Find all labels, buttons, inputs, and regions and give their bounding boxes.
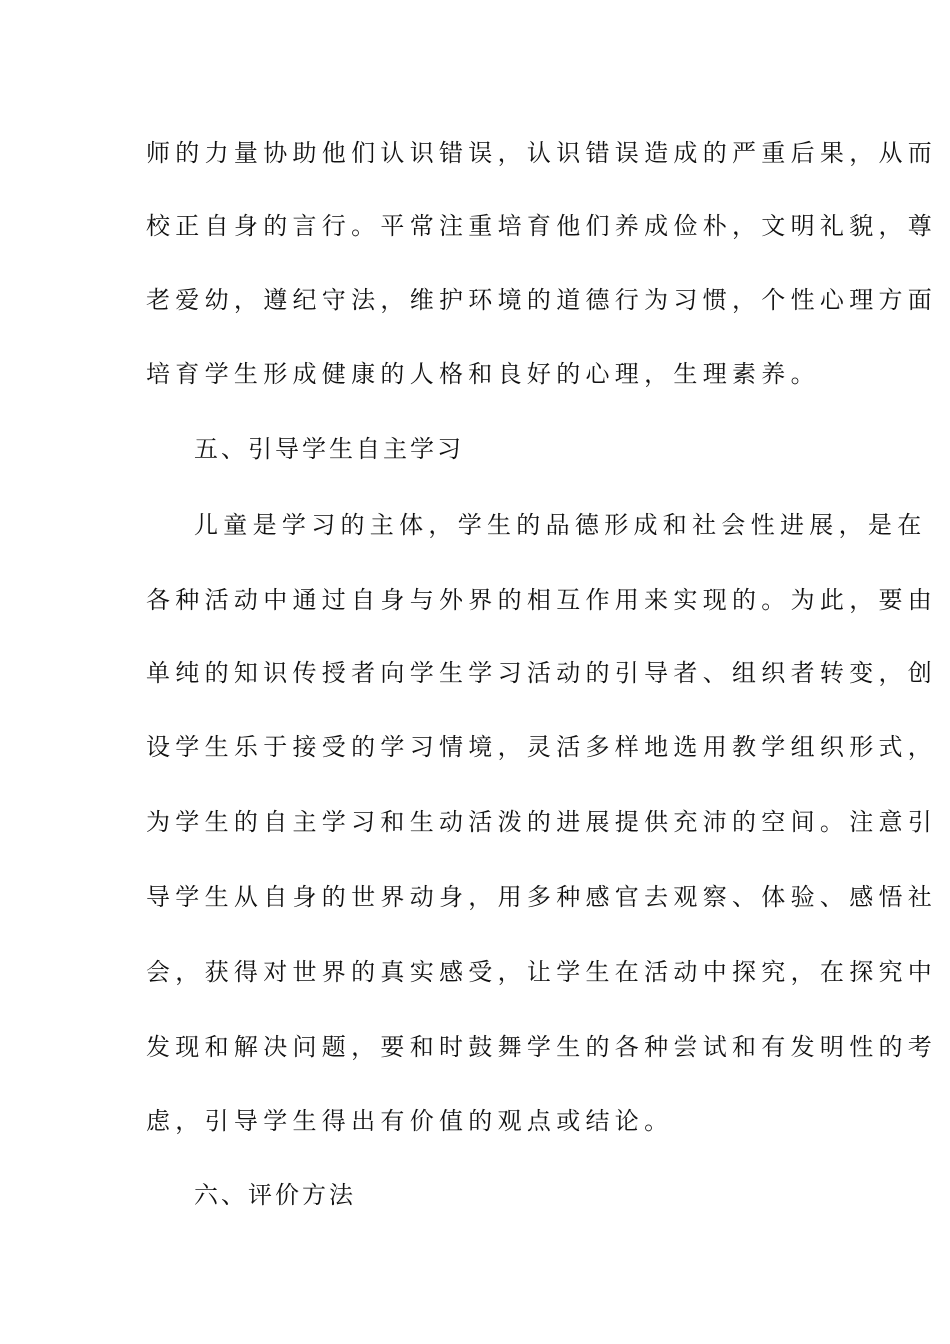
paragraph-line: 设学生乐于接受的学习情境，灵活多样地选用教学组织形式， xyxy=(146,733,938,761)
section-heading-five: 五、引导学生自主学习 xyxy=(194,435,464,463)
paragraph-line: 单纯的知识传授者向学生学习活动的引导者、组织者转变，创 xyxy=(146,659,938,687)
paragraph-line: 老爱幼，遵纪守法，维护环境的道德行为习惯，个性心理方面 xyxy=(146,286,938,314)
paragraph-line: 培育学生形成健康的人格和良好的心理，生理素养。 xyxy=(146,360,820,388)
paragraph-line: 虑，引导学生得出有价值的观点或结论。 xyxy=(146,1107,674,1135)
paragraph-line: 各种活动中通过自身与外界的相互作用来实现的。为此，要由 xyxy=(146,586,938,614)
paragraph-line: 导学生从自身的世界动身，用多种感官去观察、体验、感悟社 xyxy=(146,883,938,911)
paragraph-line: 师的力量协助他们认识错误，认识错误造成的严重后果，从而 xyxy=(146,139,938,167)
paragraph-line: 儿童是学习的主体，学生的品德形成和社会性进展，是在 xyxy=(194,511,927,539)
section-heading-six: 六、评价方法 xyxy=(194,1181,356,1209)
paragraph-line: 校正自身的言行。平常注重培育他们养成俭朴，文明礼貌，尊 xyxy=(146,212,938,240)
paragraph-line: 会，获得对世界的真实感受，让学生在活动中探究，在探究中 xyxy=(146,958,938,986)
paragraph-line: 发现和解决问题，要和时鼓舞学生的各种尝试和有发明性的考 xyxy=(146,1033,938,1061)
paragraph-line: 为学生的自主学习和生动活泼的进展提供充沛的空间。注意引 xyxy=(146,808,938,836)
